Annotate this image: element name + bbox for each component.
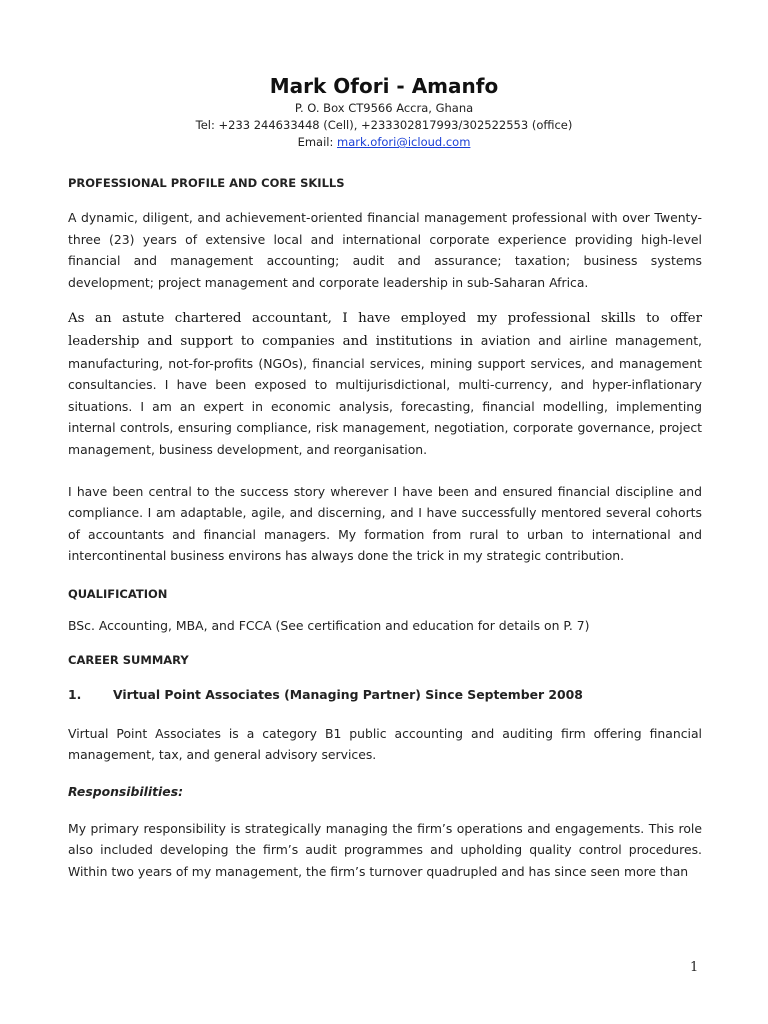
candidate-name: Mark Ofori - Amanfo — [269, 74, 499, 98]
career-item-number: 1. — [68, 686, 82, 702]
profile-heading: PROFESSIONAL PROFILE AND CORE SKILLS — [68, 176, 345, 190]
profile-paragraph-3: I have been central to the success story wherever I have been and ensured financial discipline and compliance. I am adaptable, agile, and discerning, and I have successfully mentored several cohorts of accountants and financial managers. My formation from rural to urban to international and intercontinental business environs has always done the trick in my strategic contribution. — [68, 483, 702, 564]
email-label: Email: — [297, 135, 338, 149]
qualification-text: BSc. Accounting, MBA, and FCCA (See certification and education for details on P. 7) — [68, 617, 590, 633]
resume-header — [0, 72, 768, 151]
profile-paragraph-2-rest: aviation and airline management, manufacturing, not-for-profits (NGOs), financial services, mining support services, and management consultancies. I have been exposed to multijurisdictional, multi-currency, and hyper-inflationary situations. I am an expert in economic analysis, forecasting, financial modelling, implementing internal controls, ensuring compliance, risk management, negotiation, corporate governance, project management, business development, and reorganisation. — [68, 332, 702, 457]
career-heading: CAREER SUMMARY — [68, 652, 189, 667]
page-number: 1 — [690, 960, 699, 975]
email-link[interactable]: mark.ofori@icloud.com — [337, 135, 471, 149]
profile-paragraph-2-lead: As an astute chartered accountant, I have employed my professional skills to offer leadership and support to companies and institutions in — [68, 311, 702, 349]
career-item-1 — [68, 685, 702, 705]
career-item-title: Virtual Point Associates (Managing Partner) Since September 2008 — [113, 686, 583, 702]
postal-address: P. O. Box CT9566 Accra, Ghana — [294, 101, 474, 115]
career-item-description: Virtual Point Associates is a category B1 public accounting and auditing firm offering financial management, tax, and general advisory services. — [68, 725, 702, 763]
email-line — [0, 134, 768, 151]
responsibilities-label: Responsibilities: — [68, 783, 184, 799]
profile-paragraph-2 — [68, 307, 702, 460]
responsibilities-text: My primary responsibility is strategically managing the firm’s operations and engagements. This role also included developing the firm’s audit programmes and upholding quality control procedures. Within two years of my management, the firm’s turnover quadrupled and has since seen more than — [68, 820, 702, 879]
resume-body — [68, 174, 702, 882]
telephone-line: Tel: +233 244633448 (Cell), +233302817993/302522553 (office) — [195, 118, 573, 132]
profile-paragraph-1: A dynamic, diligent, and achievement-oriented financial management professional with over Twenty-three (23) years of extensive local and international corporate experience providing high-level financial and management accounting; audit and assurance; taxation; business systems development; project management and corporate leadership in sub-Saharan Africa. — [68, 210, 702, 290]
qualification-heading: QUALIFICATION — [68, 586, 168, 601]
